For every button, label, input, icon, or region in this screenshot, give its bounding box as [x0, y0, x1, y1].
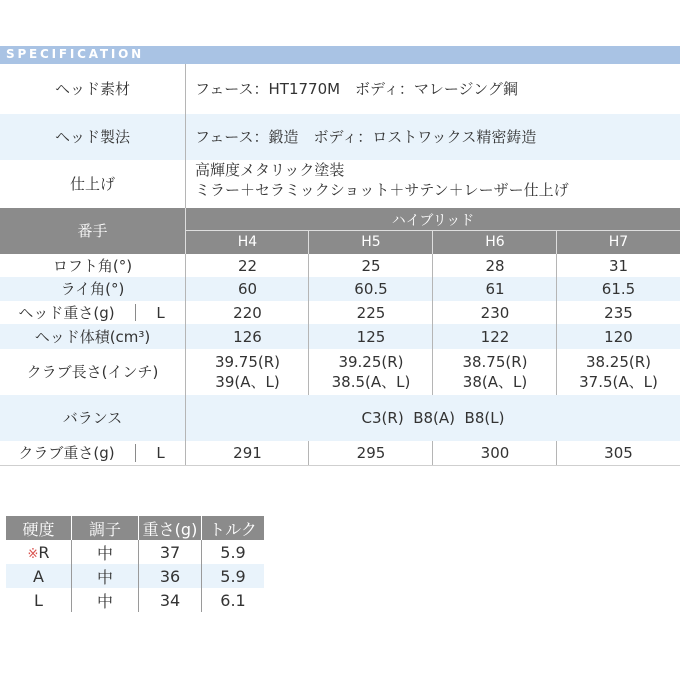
spec-title: SPECIFICATION	[6, 47, 145, 61]
row-head-weight	[0, 301, 680, 324]
head-volume-h4: 126	[233, 327, 262, 346]
model-h6: H6	[485, 234, 505, 250]
club-length-h4-al: 39(A、L)	[215, 373, 280, 391]
shaft-torque-a: 5.9	[202, 564, 265, 588]
club-weight-h7: 305	[604, 444, 633, 462]
club-length-h7	[557, 349, 680, 395]
label-head-weight: ヘッド重さ(g)	[18, 303, 115, 322]
model-h4: H4	[237, 234, 258, 250]
club-weight-h5: 295	[356, 444, 386, 462]
club-weight-unit: L	[156, 444, 165, 462]
row-club-weight	[0, 441, 680, 465]
head-weight-unit: L	[156, 303, 165, 322]
shaft-table	[6, 516, 264, 612]
label-balance: バランス	[62, 409, 123, 427]
row-finish	[0, 160, 680, 208]
shaft-torque-l: 6.1	[202, 588, 265, 612]
lie-h5: 60.5	[354, 280, 388, 298]
shaft-kick-l: 中	[72, 588, 139, 612]
label-number: 番手	[77, 222, 108, 240]
shaft-torque-r: 5.9	[202, 540, 265, 564]
head-weight-h4: 220	[233, 303, 262, 322]
shaft-flex-a: A	[6, 564, 72, 588]
row-balance	[0, 395, 680, 441]
value-head-method: フェース：鍛造 ボディ：ロストワックス精密鋳造	[195, 128, 537, 146]
group-hybrid: ハイブリッド	[391, 213, 475, 229]
row-head-method	[0, 114, 680, 160]
shaft-row-a	[6, 564, 264, 588]
head-volume-h5: 125	[356, 327, 386, 346]
row-head-volume	[0, 324, 680, 349]
shaft-weight-r: 37	[139, 540, 202, 564]
club-length-h6	[433, 349, 557, 395]
row-club-length	[0, 349, 680, 395]
loft-h5: 25	[361, 256, 381, 275]
spec-header-bar	[0, 46, 680, 64]
club-length-h5	[309, 349, 433, 395]
label-finish: 仕上げ	[69, 175, 115, 193]
head-volume-h6: 122	[480, 327, 510, 346]
shaft-kick-r: 中	[72, 540, 139, 564]
row-head-material	[0, 64, 680, 114]
loft-h4: 22	[237, 256, 258, 275]
shaft-header-weight: 重さ(g)	[139, 516, 202, 540]
label-club-weight: クラブ重さ(g)	[18, 444, 115, 462]
club-length-h4-r: 39.75(R)	[214, 353, 281, 371]
shaft-table-header	[6, 516, 264, 540]
club-length-h6-al: 38(A、L)	[462, 373, 528, 391]
shaft-header-kick: 調子	[72, 516, 139, 540]
label-loft: ロフト角(°)	[52, 256, 133, 275]
label-lie: ライ角(°)	[60, 280, 125, 298]
note-mark: ※	[27, 546, 39, 562]
model-h5: H5	[361, 234, 381, 250]
loft-h6: 28	[485, 256, 505, 275]
club-weight-h6: 300	[480, 444, 510, 462]
club-length-h6-r: 38.75(R)	[462, 353, 528, 371]
shaft-row-l	[6, 588, 264, 612]
club-length-h5-al: 38.5(A、L)	[331, 373, 411, 391]
row-number	[0, 208, 680, 254]
head-weight-h6: 230	[480, 303, 510, 322]
label-head-method: ヘッド製法	[54, 128, 130, 146]
value-finish	[186, 160, 680, 208]
finish-line-1: 高輝度メタリック塗装	[195, 161, 345, 179]
model-h7: H7	[608, 234, 629, 250]
club-length-h5-r: 39.25(R)	[338, 353, 404, 371]
label-club-length: クラブ長さ(インチ)	[26, 363, 159, 381]
lie-h6: 61	[485, 280, 505, 298]
lie-h4: 60	[237, 280, 258, 298]
shaft-flex-l: L	[34, 590, 43, 610]
lie-h7: 61.5	[601, 280, 636, 298]
shaft-weight-a: 36	[139, 564, 202, 588]
head-weight-h5: 225	[356, 303, 386, 322]
shaft-flex-r: ※R	[27, 542, 50, 562]
finish-line-2: ミラー＋セラミックショット＋サテン＋レーザー仕上げ	[195, 181, 569, 199]
row-lie	[0, 277, 680, 301]
value-head-material: フェース：HT1770M ボディ：マレージング鋼	[195, 80, 518, 98]
value-balance: C3(R) B8(A) B8(L)	[361, 409, 505, 427]
label-head-volume: ヘッド体積(cm³)	[34, 327, 151, 346]
club-length-h4	[186, 349, 309, 395]
club-length-h7-r: 38.25(R)	[585, 353, 652, 371]
shaft-row-r	[6, 540, 264, 564]
shaft-header-flex: 硬度	[6, 516, 72, 540]
head-volume-h7: 120	[604, 327, 633, 346]
club-length-h7-al: 37.5(A、L)	[579, 373, 658, 391]
shaft-kick-a: 中	[72, 564, 139, 588]
club-weight-h4: 291	[233, 444, 262, 462]
spec-table	[0, 64, 680, 466]
label-head-material: ヘッド素材	[54, 80, 130, 98]
row-loft	[0, 254, 680, 277]
shaft-weight-l: 34	[139, 588, 202, 612]
head-weight-h7: 235	[604, 303, 633, 322]
shaft-header-torque: トルク	[202, 516, 265, 540]
loft-h7: 31	[608, 256, 629, 275]
